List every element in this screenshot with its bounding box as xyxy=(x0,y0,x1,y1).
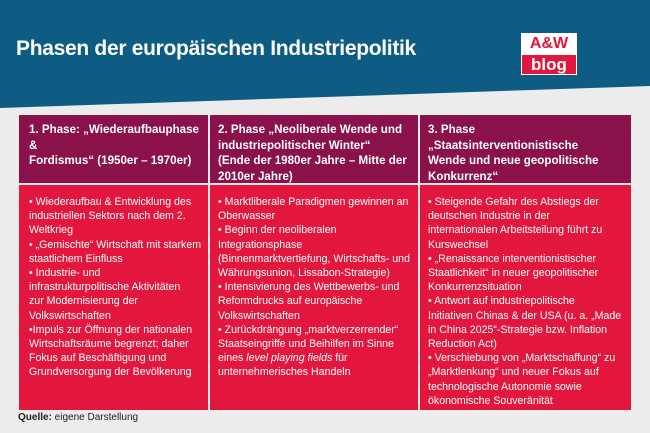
phase-1-body xyxy=(19,185,208,410)
list-item xyxy=(428,195,625,252)
item-line: Volkswirtschaften xyxy=(218,309,300,322)
item-line: • Verschiebung von „Marktschaffung“ zu xyxy=(428,352,616,365)
source-label: Quelle: xyxy=(18,412,52,423)
heading-line: Wende und neue geopolitische xyxy=(428,154,599,167)
phase-2-column xyxy=(210,115,418,410)
aw-blog-logo[interactable] xyxy=(521,33,577,75)
list-item xyxy=(428,252,625,295)
phase-2-body xyxy=(210,185,418,410)
list-item xyxy=(29,266,202,323)
heading-line: Konkurrenz“ xyxy=(428,169,499,183)
item-line: Volkswirtschaften xyxy=(29,309,111,322)
item-line: in China 2025“-Strategie bzw. Inflation xyxy=(428,323,608,336)
item-line: • „Gemischte“ Wirtschaft mit starkem xyxy=(29,238,202,251)
list-item xyxy=(29,195,202,238)
item-line: • Steigende Gefahr des Abstiegs der xyxy=(428,196,599,208)
item-line xyxy=(218,351,412,365)
item-line: Weltkrieg xyxy=(29,224,73,237)
item-line: Reformdrucks auf europäische xyxy=(218,295,363,308)
heading-line: 3. Phase „Staatsinterventionistische xyxy=(428,123,579,152)
phases-table xyxy=(19,115,631,410)
item-line: deutschen Industrie in der xyxy=(428,210,550,223)
item-line: infrastrukturpolitische Aktivitäten xyxy=(29,281,181,294)
page-title: Phasen der europäischen Industriepolitik xyxy=(16,37,416,60)
source-note xyxy=(18,412,138,423)
item-line: •Impuls zur Öffnung der nationalen xyxy=(29,323,193,336)
list-item xyxy=(218,195,412,223)
heading-line: 1. Phase: „Wiederaufbauphase & xyxy=(29,123,199,152)
heading-line: industriepolitischer Winter“ xyxy=(218,138,371,152)
item-line: Initiativen Chinas & der USA (u. a. „Made xyxy=(428,309,622,322)
item-line: Oberwasser xyxy=(218,210,276,223)
item-line: Währungsunion, Lissabon-Strategie) xyxy=(218,267,390,280)
item-line: unternehmerisches Handeln xyxy=(218,366,351,379)
item-line: • „Renaissance interventionistischer xyxy=(428,252,596,265)
item-line: • Beginn der neoliberalen xyxy=(218,224,337,237)
item-line: Kurswechsel xyxy=(428,238,489,251)
list-item xyxy=(29,238,202,266)
item-line: • Zurückdrängung „marktverzerrender“ xyxy=(218,323,399,336)
item-line: • Wiederaufbau & Entwicklung des xyxy=(29,196,192,208)
item-line: Fokus auf Beschäftigung und xyxy=(29,352,167,365)
list-item xyxy=(218,323,412,380)
item-line: Staatseingriffe und Beihilfen im Sinne xyxy=(218,338,394,351)
list-item xyxy=(218,280,412,323)
item-line: Wirtschaftsräume begrenzt; daher xyxy=(29,338,189,351)
logo-blog-text: blog xyxy=(521,54,577,75)
phase-3-heading xyxy=(420,115,631,183)
item-line: Grundversorgung der Bevölkerung xyxy=(29,366,192,379)
logo-aw-text: A&W xyxy=(521,33,577,54)
item-line: industriellen Sektors nach dem 2. xyxy=(29,210,186,223)
item-line: • Marktliberale Paradigmen gewinnen an xyxy=(218,196,409,208)
list-item xyxy=(29,323,202,380)
item-line: Reduction Act) xyxy=(428,338,497,351)
item-line: Konkurrenzsituation xyxy=(428,281,522,294)
item-line: zur Modernisierung der xyxy=(29,295,138,308)
item-line: • Antwort auf industriepolitische xyxy=(428,295,575,308)
heading-line: 2. Phase „Neoliberale Wende und xyxy=(218,123,403,136)
item-line: Staatlichkeit“ in neuer geopolitischer xyxy=(428,267,599,280)
item-line: • Industrie- und xyxy=(29,267,101,280)
item-text: eines xyxy=(218,352,247,365)
source-text: eigene Darstellung xyxy=(51,412,139,423)
item-line: (Binnenmarktvertiefung, Wirtschafts- und xyxy=(218,252,410,265)
list-item xyxy=(428,351,625,408)
phase-2-heading xyxy=(210,115,418,183)
heading-line: Fordismus“ (1950er – 1970er) xyxy=(29,154,192,167)
emphasis-text: level playing fields xyxy=(246,352,333,365)
item-line: technologische Autonomie sowie xyxy=(428,380,582,393)
list-item xyxy=(218,223,412,280)
item-line: staatlichem Einfluss xyxy=(29,252,123,265)
heading-line: 2010er Jahre) xyxy=(218,169,293,183)
item-line: ökonomische Souveränität xyxy=(428,394,553,407)
item-line: „Marktlenkung“ und neuer Fokus auf xyxy=(428,366,599,379)
item-line: • Intensivierung des Wettbewerbs- und xyxy=(218,281,400,294)
list-item xyxy=(428,294,625,351)
phase-1-column xyxy=(19,115,208,410)
phase-3-body xyxy=(420,185,631,410)
phase-3-column xyxy=(420,115,631,410)
item-text: für xyxy=(332,352,348,365)
phase-1-heading xyxy=(19,115,208,183)
item-line: Integrationsphase xyxy=(218,238,303,251)
item-line: internationalen Arbeitsteilung führt zu xyxy=(428,224,603,237)
heading-line: (Ende der 1980er Jahre – Mitte der xyxy=(218,154,407,167)
